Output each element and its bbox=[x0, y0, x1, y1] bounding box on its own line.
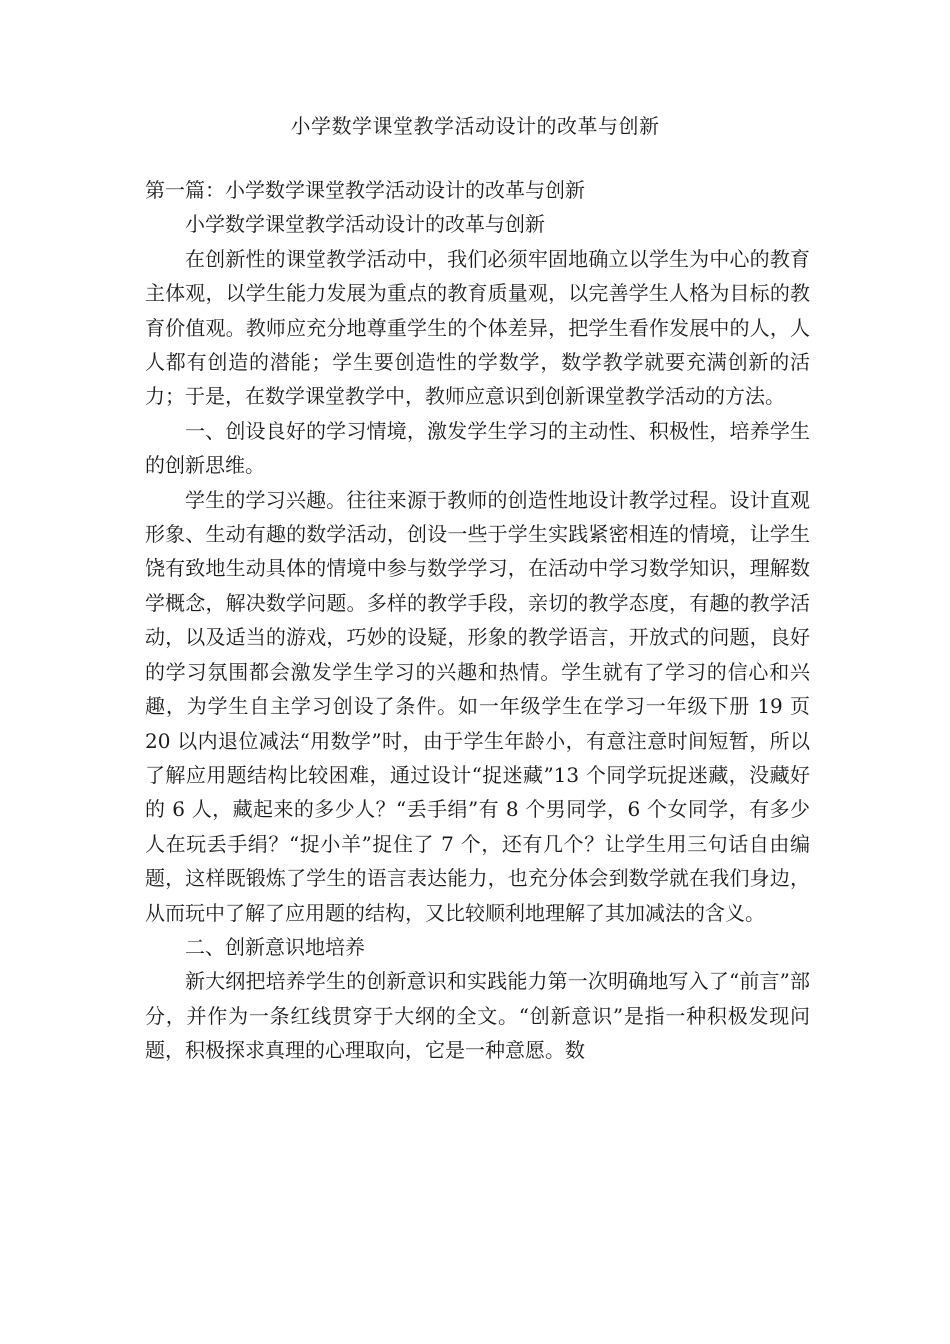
section-heading: 二、创新意识地培养 bbox=[185, 934, 365, 959]
paragraph: 在创新性的课堂教学活动中，我们必须牢固地确立以学生为中心的教育主体观，以学生能力发展为重点的教育质量观，以完善学生人格为目标的教育价值观。教师应充分地尊重学生的个体差异，把学生看作发展中的人，人人都有创造的潜能；学生要创造性的学数学，数学教学就要充满创新的活力；于是，在数学课堂教学中，教师应意识到创新课堂教学活动的方法。 bbox=[145, 246, 810, 409]
document-subtitle: 小学数学课堂教学活动设计的改革与创新 bbox=[185, 212, 545, 237]
section-heading: 一、创设良好的学习情境，激发学生学习的主动性、积极性，培养学生的创新思维。 bbox=[145, 418, 810, 478]
document-title: 小学数学课堂教学活动设计的改革与创新 bbox=[290, 114, 660, 138]
paragraph: 新大纲把培养学生的创新意识和实践能力第一次明确地写入了“前言”部分，并作为一条红线贯穿于大纲的全文。“创新意识”是指一种积极发现问题，积极探求真理的心理取向，它是一种意愿。数 bbox=[145, 969, 810, 1063]
chapter-heading: 第一篇：小学数学课堂教学活动设计的改革与创新 bbox=[145, 178, 585, 202]
paragraph: 学生的学习兴趣。往往来源于教师的创造性地设计教学过程。设计直观形象、生动有趣的数学活动，创设一些于学生实践紧密相连的情境，让学生饶有致地生动具体的情境中参与数学学习，在活动中学习数学知识，理解数学概念，解决数学问题。多样的教学手段，亲切的教学态度，有趣的教学活动，以及适当的游戏，巧妙的设疑，形象的教学语言，开放式的问题，良好的学习氛围都会激发学生学习的兴趣和热情。学生就有了学习的信心和兴趣，为学生自主学习创设了条件。如一年级学生在学习一年级下册 19 页 20 以内退位减法“用数学”时，由于学生年龄小，有意注意时间短暂，所以了解应用题结构比较困难，通过设计“捉迷藏”13 个同学玩捉迷藏，没藏好的 6 人，藏起来的多少人？“丢手绢”有 8 个男同学，6 个女同学，有多少人在玩丢手绢？“捉小羊”捉住了 7 个，还有几个？让学生用三句话自由编题，这样既锻炼了学生的语言表达能力，也充分体会到数学就在我们身边，从而玩中了解了应用题的结构，又比较顺利地理解了其加减法的含义。 bbox=[145, 487, 810, 925]
document-body bbox=[145, 173, 810, 1068]
